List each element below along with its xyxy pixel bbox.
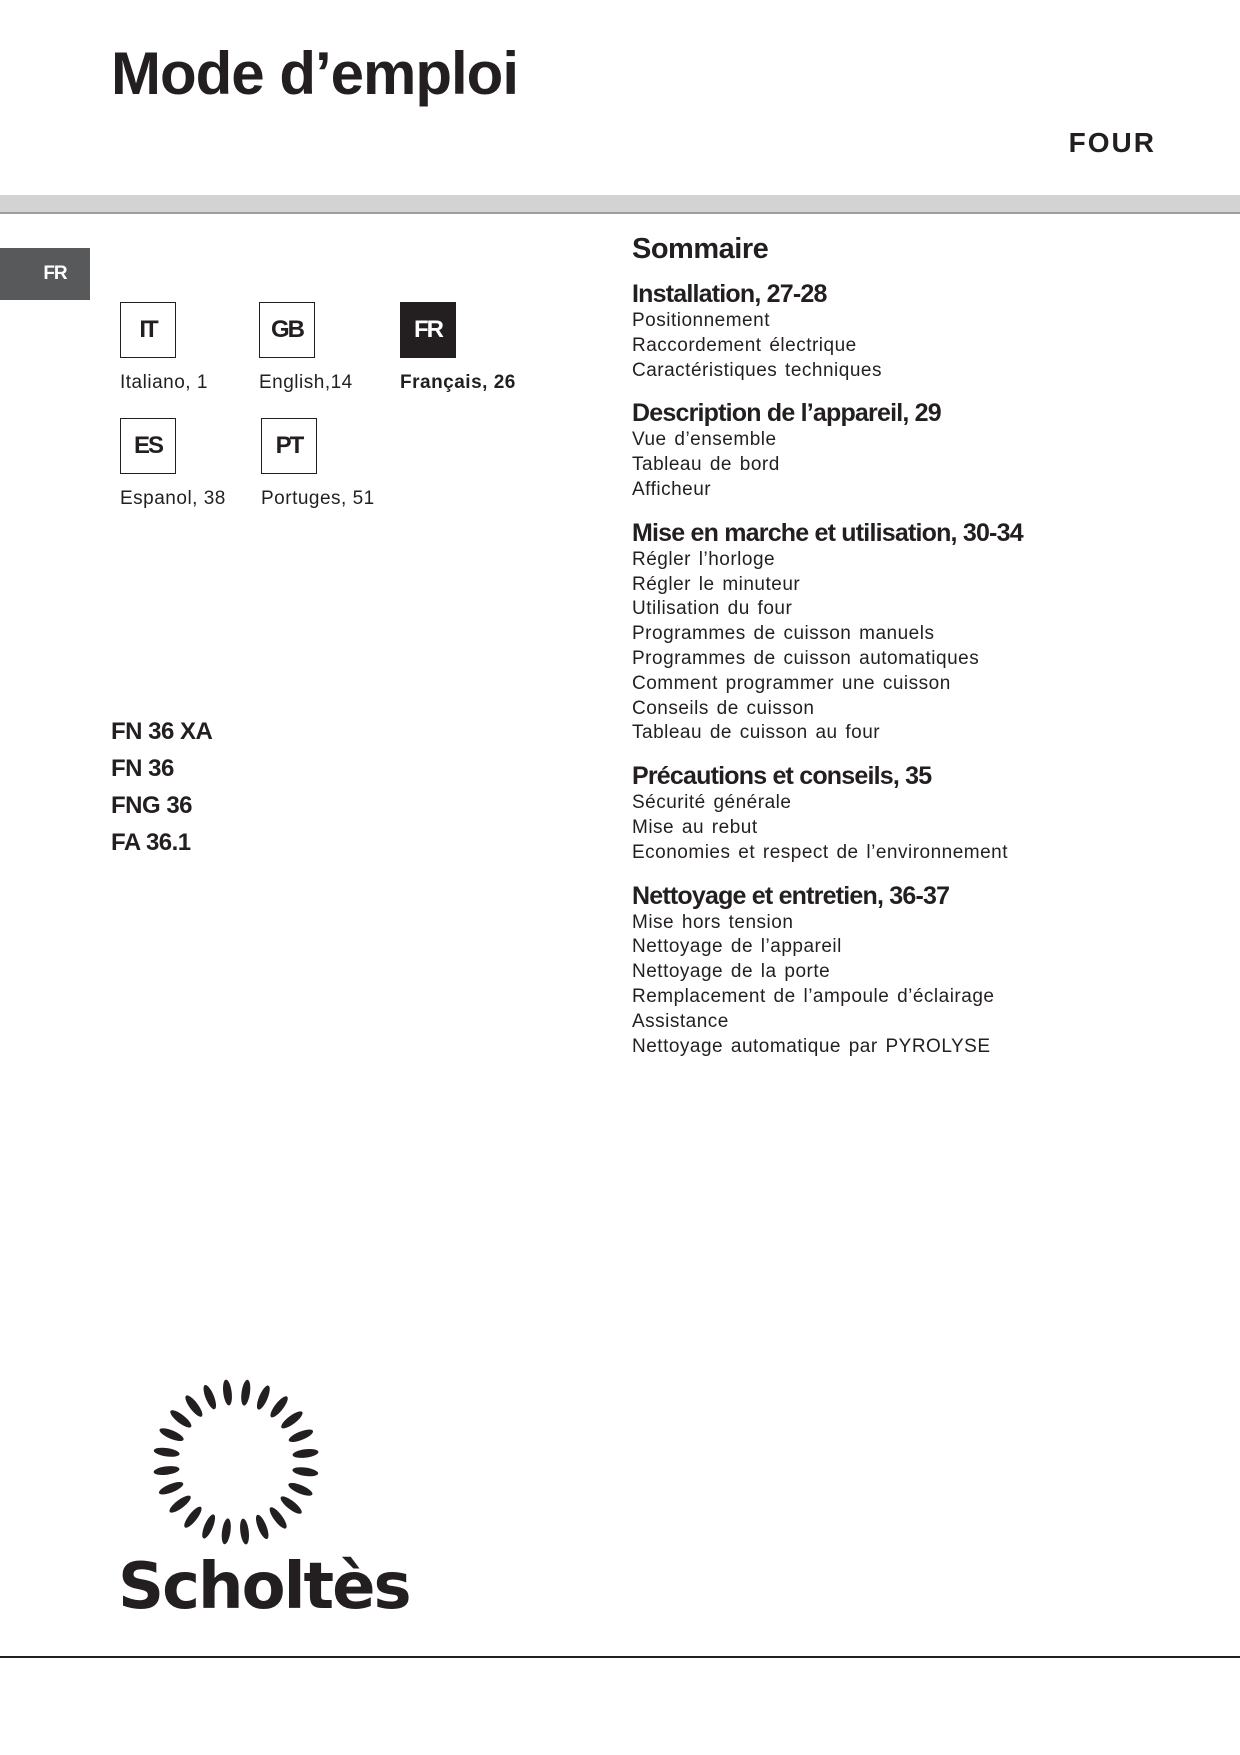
toc-item[interactable]: Remplacement de l’ampoule d’éclairage: [632, 985, 995, 1007]
toc-item[interactable]: Comment programmer une cuisson: [632, 672, 951, 694]
toc-item[interactable]: Raccordement électrique: [632, 334, 857, 356]
model-list: [111, 713, 212, 861]
toc-section-nettoyage: [632, 881, 1192, 1060]
language-option-pt[interactable]: [261, 418, 431, 510]
toc-item[interactable]: Nettoyage de l’appareil: [632, 936, 842, 958]
language-code-box-active[interactable]: FR: [400, 302, 456, 358]
toc-item[interactable]: Vue d’ensemble: [632, 429, 777, 451]
toc-item[interactable]: Assistance: [632, 1010, 729, 1032]
logo-ray: [240, 1379, 252, 1406]
logo-ray: [292, 1448, 319, 1460]
toc-section-utilisation: [632, 518, 1192, 746]
toc-heading[interactable]: Description de l’appareil, 29: [632, 399, 941, 428]
language-side-tab: [0, 248, 90, 300]
logo-ray: [201, 1383, 219, 1410]
toc-heading[interactable]: Nettoyage et entretien, 36-37: [632, 881, 950, 910]
language-label: Espanol, 38: [120, 488, 226, 509]
toc-item[interactable]: Tableau de bord: [632, 454, 780, 476]
toc-item[interactable]: Régler le minuteur: [632, 573, 801, 595]
toc-heading[interactable]: Installation, 27-28: [632, 280, 827, 308]
logo-ray: [239, 1518, 251, 1545]
language-code-box[interactable]: IT: [120, 302, 176, 358]
product-category: FOUR: [1068, 127, 1156, 158]
language-option-fr[interactable]: [400, 302, 570, 394]
language-label: English,14: [259, 372, 353, 393]
logo-ray: [157, 1479, 184, 1497]
toc-item[interactable]: Nettoyage automatique par PYROLYSE: [632, 1035, 991, 1057]
toc-heading[interactable]: Précautions et conseils, 35: [632, 762, 932, 791]
logo-ray: [253, 1513, 271, 1540]
toc-heading[interactable]: Mise en marche et utilisation, 30-34: [632, 518, 1023, 547]
toc-item[interactable]: Conseils de cuisson: [632, 697, 815, 719]
toc-section-description: [632, 398, 1192, 502]
model-name: FA 36.1: [111, 829, 191, 856]
logo-ray: [167, 1493, 193, 1515]
toc-item[interactable]: Utilisation du four: [632, 598, 793, 620]
toc-item[interactable]: Sécurité générale: [632, 792, 792, 814]
logo-ray: [168, 1408, 194, 1431]
model-name: FNG 36: [111, 792, 193, 819]
toc-item[interactable]: Caractéristiques techniques: [632, 359, 882, 381]
logo-ray: [153, 1446, 180, 1458]
table-of-contents: [632, 233, 1192, 1074]
toc-title: Sommaire: [632, 233, 769, 265]
model-name: FN 36 XA: [111, 718, 213, 745]
side-tab-label: FR: [43, 263, 67, 284]
header-divider: [0, 195, 1240, 214]
logo-ray: [254, 1384, 272, 1411]
logo-ray: [222, 1379, 234, 1406]
logo-ray: [267, 1505, 289, 1531]
page-title: Mode d’emploi: [111, 40, 518, 107]
logo-ray: [200, 1513, 218, 1540]
toc-item[interactable]: Positionnement: [632, 310, 770, 331]
logo-ray: [183, 1393, 205, 1419]
toc-item[interactable]: Afficheur: [632, 478, 712, 500]
toc-item[interactable]: Mise au rebut: [632, 816, 758, 838]
toc-item[interactable]: Nettoyage de la porte: [632, 961, 831, 983]
logo-ray: [287, 1427, 314, 1445]
toc-item[interactable]: Programmes de cuisson manuels: [632, 623, 935, 645]
logo-ray: [287, 1480, 314, 1498]
toc-section-precautions: [632, 761, 1192, 865]
sun-logo-icon: [148, 1374, 324, 1550]
logo-ray: [279, 1409, 305, 1431]
language-label: Portuges, 51: [261, 488, 375, 509]
logo-ray: [153, 1465, 180, 1477]
toc-item[interactable]: Régler l’horloge: [632, 548, 776, 570]
language-code-box[interactable]: ES: [120, 418, 176, 474]
logo-ray: [278, 1494, 304, 1517]
language-code-box[interactable]: PT: [261, 418, 317, 474]
toc-item[interactable]: Programmes de cuisson automatiques: [632, 647, 980, 669]
logo-ray: [158, 1426, 185, 1444]
logo-ray: [220, 1518, 232, 1545]
model-name: FN 36: [111, 755, 174, 782]
language-label-active: Français, 26: [400, 372, 516, 393]
toc-item[interactable]: Mise hors tension: [632, 911, 794, 933]
toc-section-installation: [632, 279, 1192, 383]
language-label: Italiano, 1: [120, 372, 208, 393]
language-code-box[interactable]: GB: [259, 302, 315, 358]
logo-ray: [268, 1394, 291, 1420]
toc-item[interactable]: Economies et respect de l’environnement: [632, 841, 1009, 863]
logo-ray: [292, 1466, 319, 1478]
footer-divider: [0, 1656, 1240, 1658]
logo-ray: [182, 1504, 205, 1530]
toc-item[interactable]: Tableau de cuisson au four: [632, 722, 881, 744]
brand-logo: Scholtès: [118, 1550, 410, 1624]
